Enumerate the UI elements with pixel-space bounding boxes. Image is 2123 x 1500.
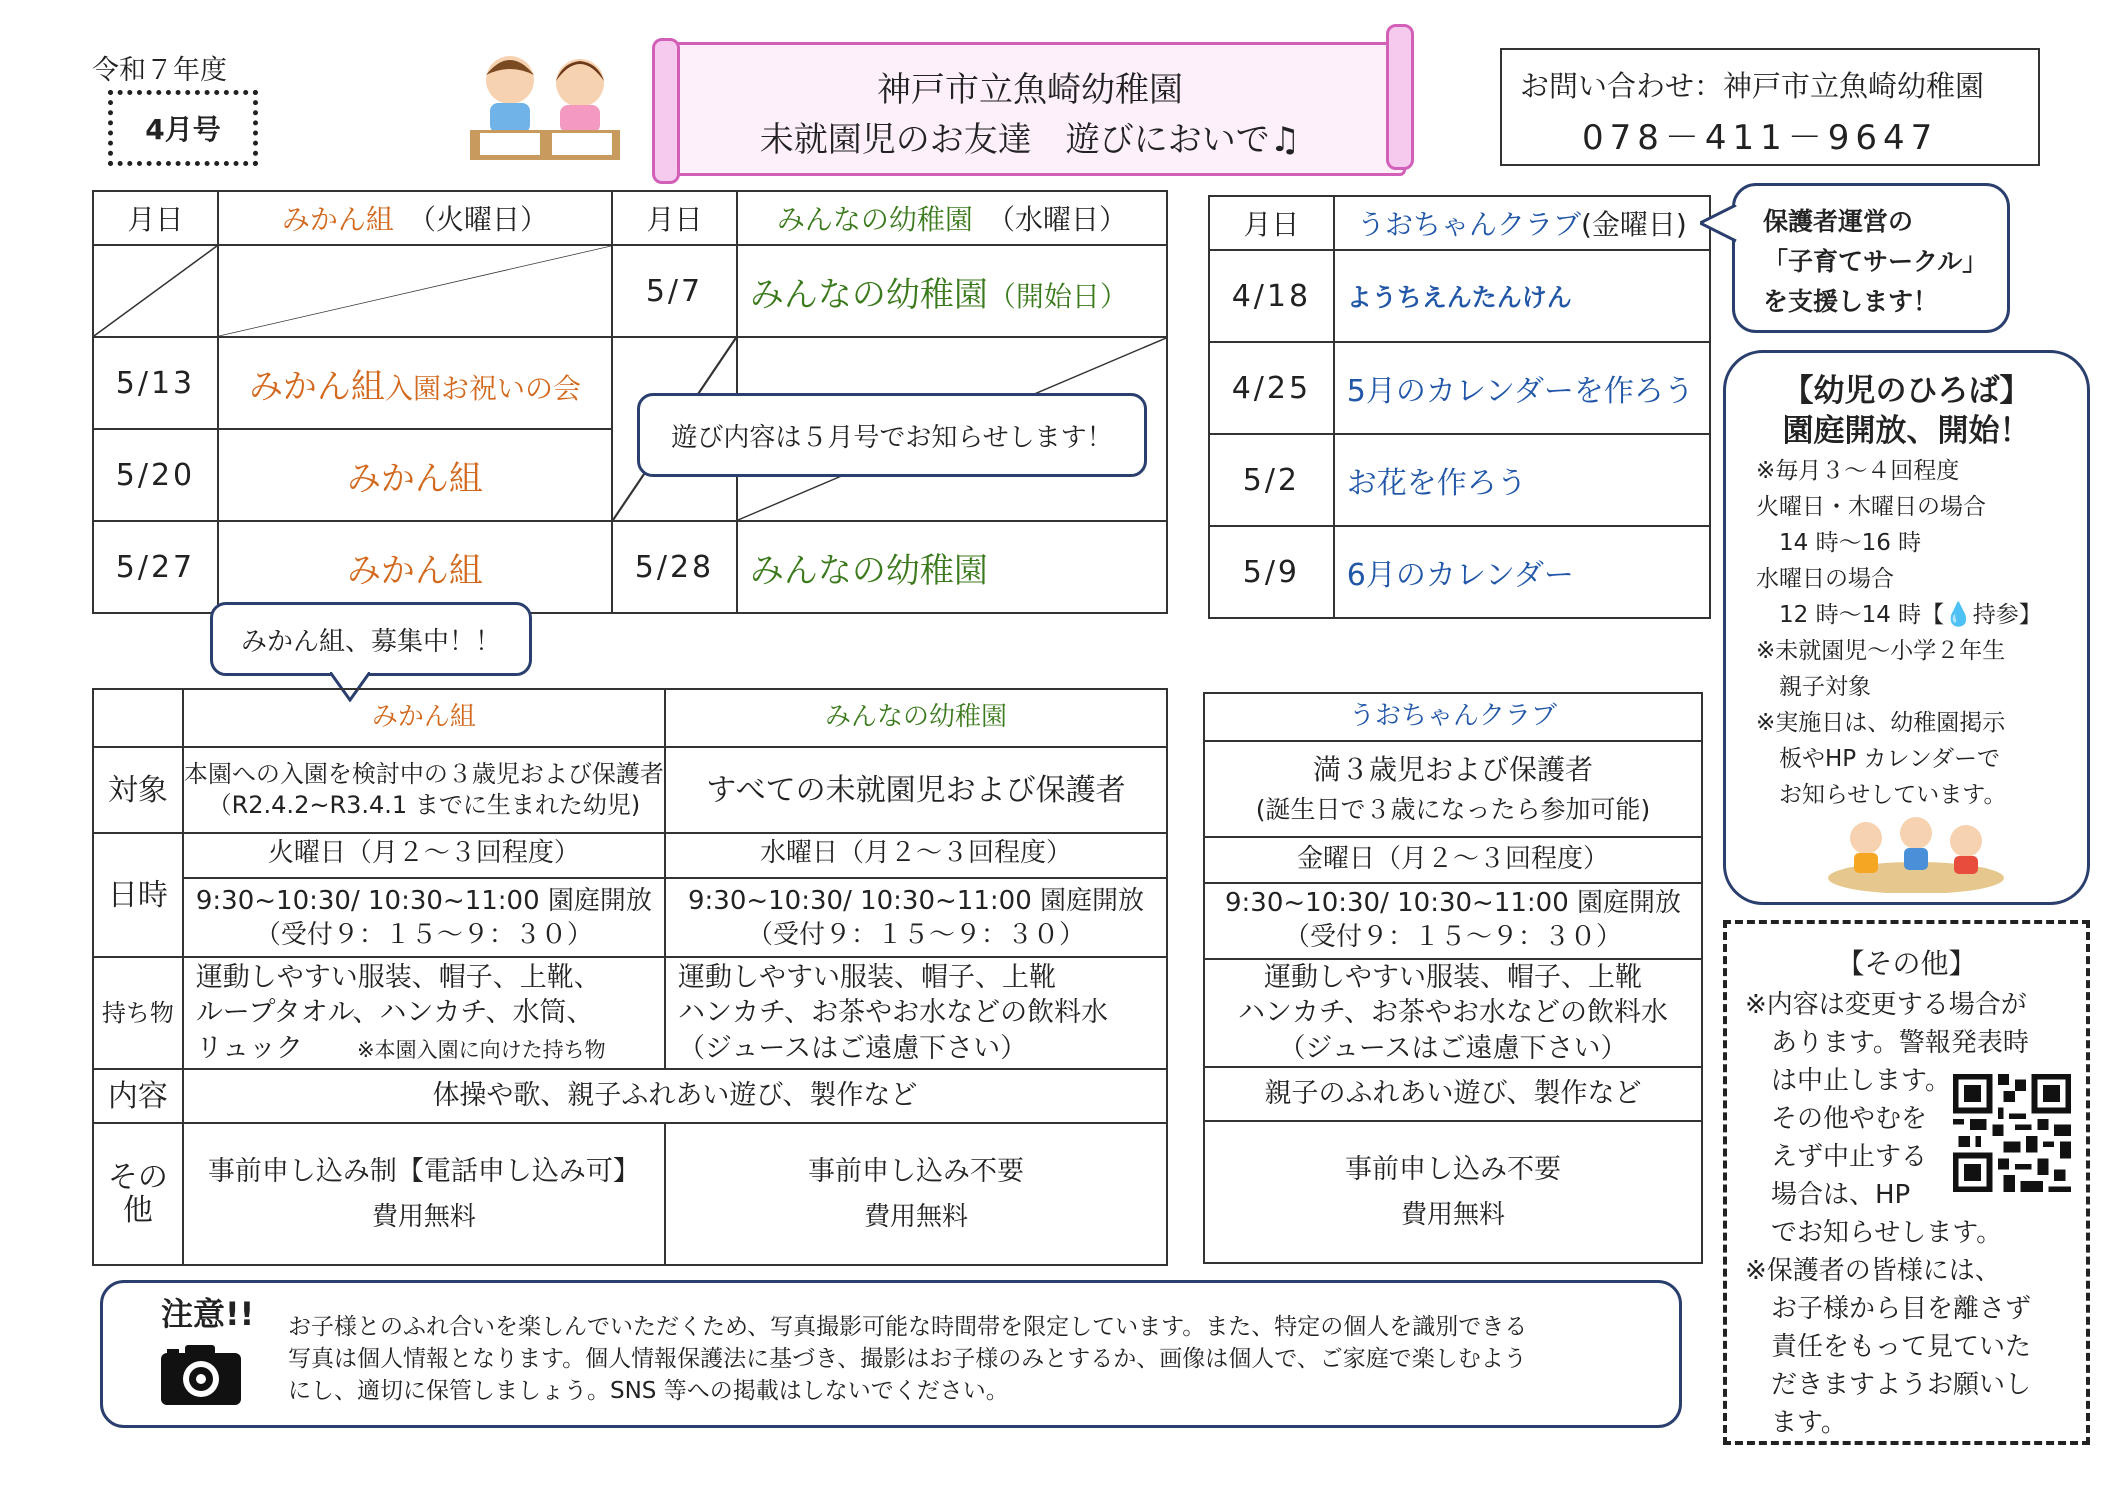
camera-icon: [161, 1343, 241, 1405]
schedule-event: ようちえんたんけん: [1334, 250, 1710, 342]
fiscal-year: 令和７年度: [92, 55, 227, 86]
other-title: 【その他】: [1836, 947, 1977, 980]
info-header-minna: みんなの幼稚園: [665, 689, 1167, 747]
schedule-date: 5/9: [1209, 526, 1334, 618]
label-belongings: 持ち物: [93, 957, 183, 1069]
minna-datetime: 水曜日（月２～３回程度） 9:30~10:30/ 10:30~11:00 園庭開放 （受付９：１５～９：３０）: [665, 833, 1167, 957]
minna-name: みんなの幼稚園: [776, 203, 973, 236]
club-day: (金曜日): [1580, 208, 1687, 241]
schedule-event: 5月のカレンダーを作ろう: [1334, 342, 1710, 434]
contact-label: お問い合わせ：神戸市立魚崎幼稚園: [1520, 69, 1985, 103]
info-table: [92, 688, 1168, 1266]
shared-content: 体操や歌、親子ふれあい遊び、製作など: [183, 1069, 1167, 1123]
col-date-header-2: 月日: [612, 191, 737, 245]
mikan-target: 本園への入園を検討中の３歳児および保護者 （R2.4.2~R3.4.1 までに生まれた幼児): [183, 747, 665, 833]
minna-target: すべての未就園児および保護者: [665, 747, 1167, 833]
schedule-event: みんなの幼稚園（開始日）: [737, 245, 1167, 337]
label-other: その他: [93, 1123, 183, 1265]
info-corner: [93, 689, 183, 747]
club-header: [1334, 196, 1710, 250]
recruit-bubble: みかん組、募集中！！: [210, 602, 532, 676]
club-name: うおちゃんクラブ: [1356, 208, 1581, 241]
schedule-table-right: [1208, 195, 1711, 619]
issue-badge: 4月号: [108, 90, 258, 166]
hiroba-title: 【幼児のひろば】: [1782, 373, 2031, 409]
hiroba-box: [1723, 350, 2090, 905]
kindergarten-name: 神戸市立魚崎幼稚園: [877, 70, 1183, 110]
caution-title: 注意!!: [161, 1295, 255, 1333]
children-drawing-illustration: [460, 45, 630, 165]
label-target: 対象: [93, 747, 183, 833]
schedule-date: 5/20: [93, 429, 218, 521]
mikan-belongings: 運動しやすい服装、帽子、上靴、 ループタオル、ハンカチ、水筒、 リュック ※本園入園に向けた持ち物: [183, 957, 665, 1069]
other-details: ※内容は変更する場合が あります。警報発表時 は中止します。 その他やむを えず中止する 場合は、HP でお知らせします。 ※保護者の皆様には、 お子様から目を離さず 責任をもって見ていた だきますようお願いし ます。: [1745, 990, 2032, 1438]
schedule-date: 4/18: [1209, 250, 1334, 342]
qr-code-icon: [1953, 1074, 2071, 1192]
empty-event-cell: [218, 245, 612, 337]
schedule-date: 5/13: [93, 337, 218, 429]
label-content: 内容: [93, 1069, 183, 1123]
club-content: 親子のふれあい遊び、製作など: [1204, 1067, 1702, 1121]
schedule-event: みかん組入園お祝いの会: [218, 337, 612, 429]
caution-text: お子様とのふれ合いを楽しんでいただくため、写真撮影可能な時間帯を限定しています。また、特定の個人を識別できる 写真は個人情報となります。個人情報保護法に基づき、撮影はお子様のみとするか、画像は個人で、ご家庭で楽しむよう にし、適切に保管しましょう。SNS 等への掲載はしないでください。: [288, 1314, 1528, 1404]
support-bubble-tail: [1700, 205, 1740, 245]
schedule-date: 4/25: [1209, 342, 1334, 434]
club-day: 金曜日（月２～３回程度）: [1204, 837, 1702, 883]
club-target: 満３歳児および保護者 (誕生日で３歳になったら参加可能): [1204, 741, 1702, 837]
club-time: 9:30~10:30/ 10:30~11:00 園庭開放 （受付９：１５～９：３０）: [1204, 883, 1702, 959]
mikan-other: 事前申し込み制【電話申し込み可】 費用無料: [183, 1123, 665, 1265]
notice-bubble: 遊び内容は５月号でお知らせします！: [637, 393, 1147, 477]
schedule-date: 5/27: [93, 521, 218, 613]
schedule-event: みかん組: [218, 429, 612, 521]
mikan-datetime: 火曜日（月２～３回程度） 9:30~10:30/ 10:30~11:00 園庭開放 （受付９：１５～９：３０）: [183, 833, 665, 957]
contact-phone: 078－411－9647: [1582, 118, 1939, 158]
club-info-table: [1203, 692, 1703, 1264]
other-notes-box: [1723, 920, 2090, 1445]
hiroba-details: ※毎月３～４回程度 火曜日・木曜日の場合 14 時～16 時 水曜日の場合 12 時～14 時【💧持参】 ※未就園児～小学２年生 親子対象 ※実施日は、幼稚園掲示 板やHP カレンダーで お知らせしています。: [1756, 458, 2042, 808]
mikan-name: みかん組: [281, 203, 394, 236]
title-scroll: [660, 30, 1420, 180]
sandbox-kids-illustration: [1826, 803, 2006, 893]
empty-date-cell: [93, 245, 218, 337]
caution-box: [100, 1280, 1682, 1428]
schedule-date: 5/2: [1209, 434, 1334, 526]
schedule-event: 6月のカレンダー: [1334, 526, 1710, 618]
schedule-date: 5/7: [612, 245, 737, 337]
col-date-header: 月日: [1209, 196, 1334, 250]
schedule-event: みんなの幼稚園: [737, 521, 1167, 613]
minna-other: 事前申し込み不要 費用無料: [665, 1123, 1167, 1265]
mikan-header: [218, 191, 612, 245]
minna-belongings: 運動しやすい服装、帽子、上靴 ハンカチ、お茶やお水などの飲料水 （ジュースはご遠慮下さい）: [665, 957, 1167, 1069]
hiroba-subtitle: 園庭開放、開始！: [1782, 413, 2031, 450]
contact-box: [1500, 48, 2040, 166]
label-datetime: 日時: [93, 833, 183, 957]
club-belongings: 運動しやすい服装、帽子、上靴 ハンカチ、お茶やお水などの飲料水 （ジュースはご遠慮下さい）: [1204, 959, 1702, 1067]
club-other: 事前申し込み不要 費用無料: [1204, 1121, 1702, 1263]
col-date-header: 月日: [93, 191, 218, 245]
club-info-header: うおちゃんクラブ: [1204, 693, 1702, 741]
schedule-event: お花を作ろう: [1334, 434, 1710, 526]
schedule-date: 5/28: [612, 521, 737, 613]
support-bubble: 保護者運営の 「子育てサークル」 を支援します！: [1732, 183, 2010, 333]
page-title: 未就園児のお友達 遊びにおいで♫: [759, 120, 1301, 160]
info-header-mikan: みかん組: [183, 689, 665, 747]
schedule-event: みかん組: [218, 521, 612, 613]
minna-header: [737, 191, 1167, 245]
mikan-day: （火曜日）: [421, 203, 548, 236]
minna-day: （水曜日）: [1000, 203, 1127, 236]
